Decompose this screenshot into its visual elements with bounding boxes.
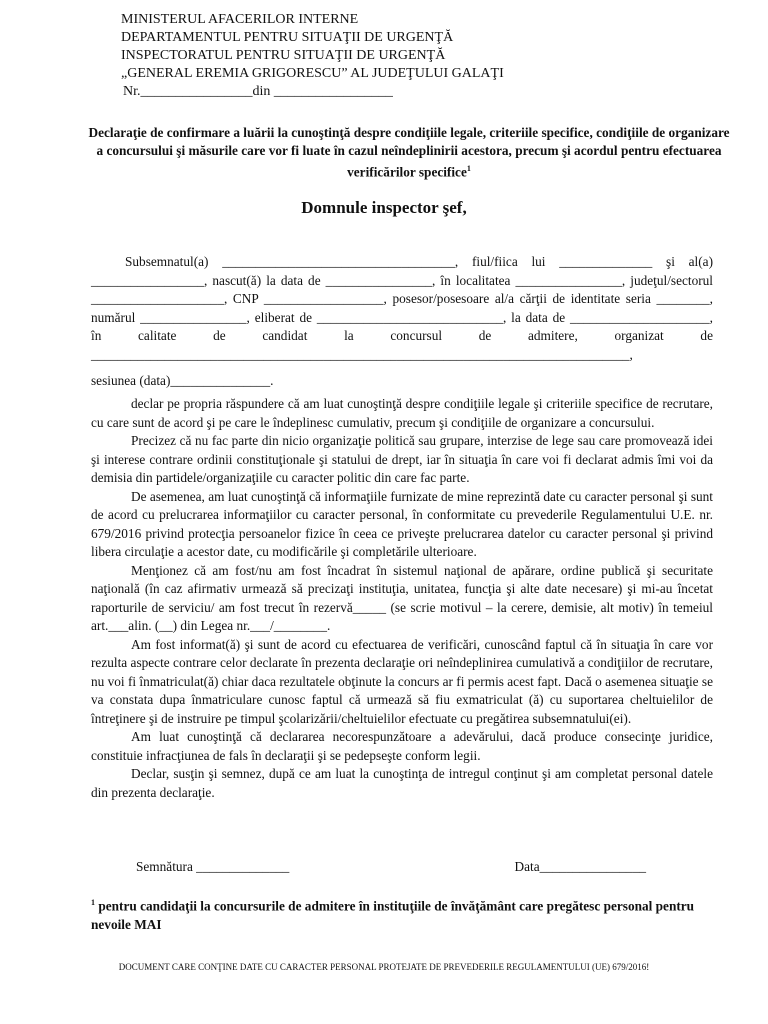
personal-data-notice-footer: DOCUMENT CARE CONŢINE DATE CU CARACTER PERSONAL PROTEJATE DE PREVEDERILE REGULAMENTULUI (UE) 679/2016! [118, 962, 650, 972]
footnote-text: pentru candidaţii la concursurile de admitere în instituţiile de învăţământ care pregătesc personal pentru nevoile MAI [91, 898, 695, 933]
header-county: „GENERAL EREMIA GRIGORESCU” AL JUDEŢULUI GALAŢI [121, 66, 504, 81]
salutation: Domnule inspector şef, [301, 198, 467, 217]
personal-data-form [91, 253, 713, 390]
declaration-title-text: Declaraţie de confirmare a luării la cunoştinţă despre condiţiile legale, criteriile specifice, condiţiile de organizare a concursului şi măsurile care vor fi luate în cazul neîndeplinirii acestora, precum şi acordul pentru efectuarea verificărilor specifice [88, 125, 730, 180]
footnote-mark: 1 [91, 898, 95, 907]
declaration-title [88, 124, 730, 181]
header-department: DEPARTAMENTUL PENTRU SITUAŢII DE URGENŢĂ [121, 30, 454, 45]
body-paragraph-6: Am luat cunoştinţă că declararea necorespunzătoare a adevărului, dacă produce consecinţe juridice, constituie infracţiunea de fals în declaraţii şi se pedepseşte conform legii. [91, 729, 713, 763]
signature-row [136, 859, 696, 875]
personal-data-paragraph: Subsemnatul(a) ___________________________________, fiul/fiica lui ______________ şi al(a) _________________, nascut(ă) la data de ________________, în localitatea ________________, judeţul/sectorul ____________________, CNP __________________, posesor/posesoare al/a cărţii de identitate seria ________, numărul ________________, eliberat de ____________________________, la data de _____________________, în calitate de candidat la concursul de admitere, organizat de _________________________________________________________________________________, [91, 254, 713, 362]
header-inspectorate: INSPECTORATUL PENTRU SITUAŢII DE URGENŢĂ [121, 48, 446, 63]
body-paragraph-3: De asemenea, am luat cunoştinţă că informaţiile furnizate de mine reprezintă date cu caracter personal şi sunt de acord cu prelucrarea informaţiilor cu caracter personal, în conformitate cu prevederile Regulamentului U.E. nr. 679/2016 privind protecţia persoanelor fizice în ceea ce priveşte prelucrarea datelor cu caracter personal şi privind libera circulaţie a acestor date, cu modificările şi completările ulterioare. [91, 488, 713, 559]
header-ministry: MINISTERUL AFACERILOR INTERNE [121, 12, 359, 27]
body-paragraph-4: Menţionez că am fost/nu am fost încadrat în sistemul naţional de apărare, ordine publică şi securitate naţională (în caz afirmativ urmează să precizaţi instituţia, unitatea, funcţia şi alte date necesare) şi mi-au încetat raporturile de serviciu/ am fost trecut în rezervă_____ (se scrie motivul – la cerere, demisie, alt motiv) în temeiul art.___alin. (__) din Legea nr.___/________. [91, 562, 713, 633]
session-date-line: sesiunea (data)_______________. [91, 372, 274, 388]
body-paragraph-2: Precizez că nu fac parte din nicio organizaţie politică sau grupare, interzise de lege sau care promovează idei şi interese contrare ordinii constituţionale şi statului de drept, iar în situaţia în care voi fi declarat admis îmi voi da demisia din partidele/organizaţiile cu caracter politic din care fac parte. [91, 433, 713, 485]
body-paragraph-1: declar pe propria răspundere că am luat cunoştinţă despre condiţiile legale şi criteriile specifice de recrutare, cu care sunt de acord şi pe care le îndeplinesc cumulativ, precum şi condiţiile de organizare a concursului. [91, 396, 713, 430]
body-paragraph-7: Declar, susţin şi semnez, după ce am luat la cunoştinţa de intregul conţinut şi am completat personal datele din prezenta declaraţie. [91, 766, 713, 800]
signature-field: Semnătura ______________ [136, 859, 290, 874]
body-paragraph-5: Am fost informat(ă) şi sunt de acord cu efectuarea de verificări, cunoscând faptul că în situaţia în care vor rezulta aspecte contrare celor declarate în prezenta declaraţie ori neîndeplinirea cumulativă a condiţiilor de recrutare, nu voi fi înmatriculat(ă) chiar daca rezultatele obţinute la concurs ar fi permis acest fapt. Dacă o asemenea situaţie se va constata dupa înmatriculare cunosc faptul că urmează să fiu exmatriculat (ă) cu suportarea cheltuielilor de întreţinere şi de instruire pe timpul şcolarizării/cheltuielilor efectuate cu pregătirea subsemnatului(ei). [91, 636, 713, 726]
institution-header [121, 11, 504, 101]
declaration-body [91, 395, 713, 802]
title-footnote-mark: 1 [466, 164, 471, 173]
date-field: Data________________ [514, 859, 646, 874]
footnote [91, 893, 713, 934]
registration-number-line: Nr.________________din _________________ [123, 84, 393, 99]
